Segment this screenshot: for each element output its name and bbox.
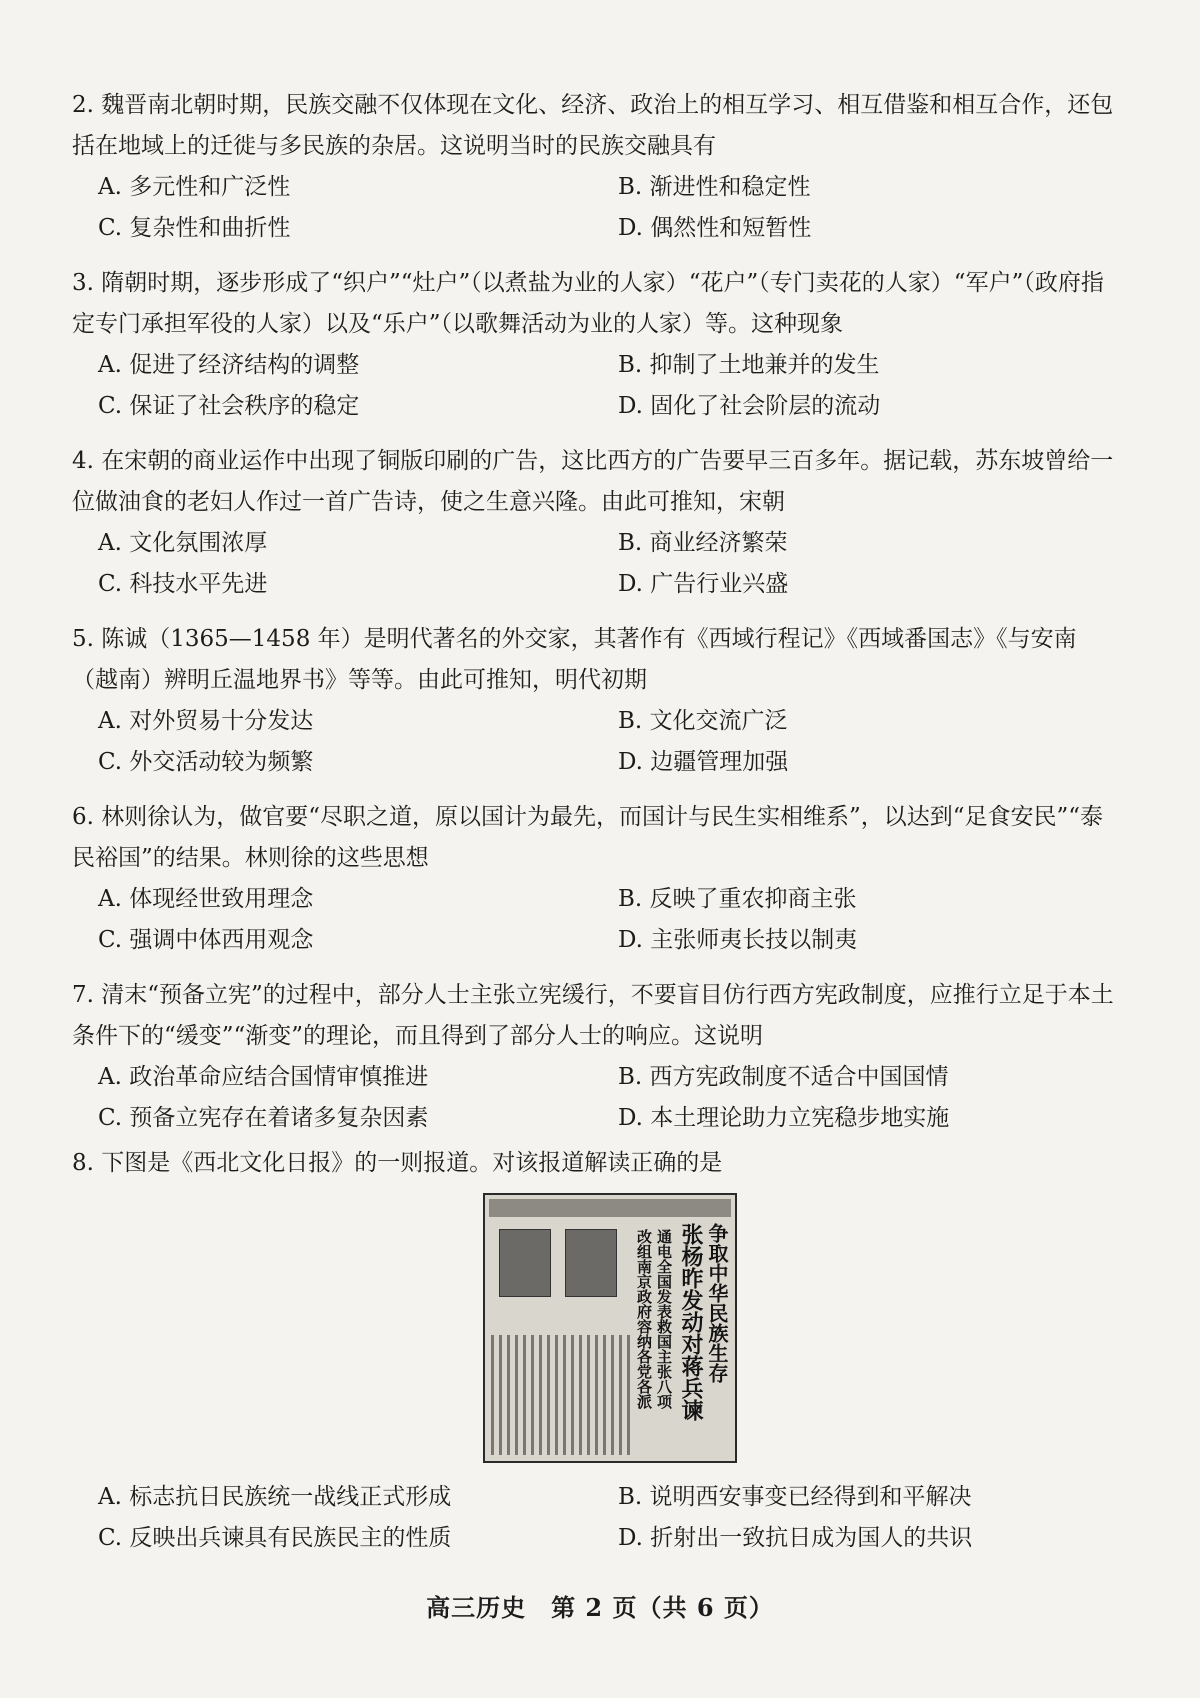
option-d: D. 广告行业兴盛: [618, 571, 789, 597]
portrait-photo: [499, 1229, 551, 1297]
option-a: A. 对外贸易十分发达: [98, 708, 314, 734]
option-a: A. 多元性和广泛性: [98, 174, 291, 200]
question-3: [72, 263, 1117, 427]
option-d: D. 固化了社会阶层的流动: [618, 393, 881, 419]
option-b: B. 抑制了土地兼并的发生: [618, 352, 880, 378]
question-stem: 8. 下图是《西北文化日报》的一则报道。对该报道解读正确的是: [72, 1150, 723, 1176]
option-b: B. 文化交流广泛: [618, 708, 788, 734]
newspaper-headline: 张杨昨发动对蒋兵谏: [678, 1223, 704, 1421]
option-b: B. 说明西安事变已经得到和平解决: [618, 1484, 972, 1510]
option-grid: [98, 167, 1117, 249]
option-grid: [98, 701, 1117, 783]
newspaper-subheadline: 改组南京政府容纳各党各派: [635, 1229, 653, 1409]
question-stem: 2. 魏晋南北朝时期，民族交融不仅体现在文化、经济、政治上的相互学习、相互借鉴和相互合作，还包括在地域上的迁徙与多民族的杂居。这说明当时的民族交融具有: [72, 92, 1114, 159]
option-d: D. 偶然性和短暂性: [618, 215, 812, 241]
page-footer: 高三历史 第 2 页（共 6 页）: [426, 1593, 774, 1622]
option-grid: [98, 523, 1117, 605]
option-b: B. 反映了重农抑商主张: [618, 886, 857, 912]
question-4: [72, 441, 1117, 605]
question-stem: 3. 隋朝时期，逐步形成了“织户”“灶户”（以煮盐为业的人家）“花户”（专门卖花的人家）“军户”（政府指定专门承担军役的人家）以及“乐户”（以歌舞活动为业的人家）等。这种现象: [72, 270, 1104, 337]
option-d: D. 主张师夷长技以制夷: [618, 927, 858, 953]
question-stem: 6. 林则徐认为，做官要“尽职之道，原以国计为最先，而国计与民生实相维系”，以达到“足食安民”“泰民裕国”的结果。林则徐的这些思想: [72, 804, 1104, 871]
option-c: C. 复杂性和曲折性: [98, 215, 291, 241]
portrait-photo: [565, 1229, 617, 1297]
question-6: [72, 797, 1117, 961]
option-d: D. 边疆管理加强: [618, 749, 789, 775]
option-a: A. 促进了经济结构的调整: [98, 352, 360, 378]
newspaper-subheadline: 通电全国发表救国主张八项: [655, 1229, 673, 1409]
option-a: A. 标志抗日民族统一战线正式形成: [98, 1484, 452, 1510]
option-c: C. 反映出兵谏具有民族民主的性质: [98, 1525, 452, 1551]
question-7: [72, 975, 1117, 1139]
newspaper-headline: 争取中华民族生存: [705, 1223, 729, 1383]
question-stem: 5. 陈诚（1365—1458 年）是明代著名的外交家，其著作有《西域行程记》《西域番国志》《与安南（越南）辨明丘温地界书》等等。由此可推知，明代初期: [72, 626, 1077, 693]
option-a: A. 政治革命应结合国情审慎推进: [98, 1064, 429, 1090]
question-2: [72, 85, 1117, 249]
option-b: B. 商业经济繁荣: [618, 530, 788, 556]
question-stem: 7. 清末“预备立宪”的过程中，部分人士主张立宪缓行，不要盲目仿行西方宪政制度，应推行立足于本土条件下的“缓变”“渐变”的理论，而且得到了部分人士的响应。这说明: [72, 982, 1114, 1049]
option-a: A. 文化氛围浓厚: [98, 530, 268, 556]
option-c: C. 外交活动较为频繁: [98, 749, 314, 775]
newspaper-text-columns: [491, 1335, 631, 1455]
option-d: D. 折射出一致抗日成为国人的共识: [618, 1525, 973, 1551]
question-stem: 4. 在宋朝的商业运作中出现了铜版印刷的广告，这比西方的广告要早三百多年。据记载，苏东坡曾给一位做油食的老妇人作过一首广告诗，使之生意兴隆。由此可推知，宋朝: [72, 448, 1114, 515]
newspaper-masthead: [489, 1199, 731, 1217]
option-grid: [98, 1477, 1117, 1559]
option-c: C. 保证了社会秩序的稳定: [98, 393, 360, 419]
option-b: B. 渐进性和稳定性: [618, 174, 811, 200]
option-c: C. 强调中体西用观念: [98, 927, 314, 953]
option-c: C. 科技水平先进: [98, 571, 268, 597]
option-a: A. 体现经世致用理念: [98, 886, 314, 912]
option-grid: [98, 1057, 1117, 1139]
option-d: D. 本土理论助力立宪稳步地实施: [618, 1105, 950, 1131]
option-grid: [98, 345, 1117, 427]
option-grid: [98, 879, 1117, 961]
question-8-options: [72, 1477, 1117, 1559]
newspaper-clipping-image: [483, 1193, 737, 1463]
question-5: [72, 619, 1117, 783]
question-8: [72, 1143, 1117, 1184]
option-b: B. 西方宪政制度不适合中国国情: [618, 1064, 949, 1090]
option-c: C. 预备立宪存在着诸多复杂因素: [98, 1105, 429, 1131]
